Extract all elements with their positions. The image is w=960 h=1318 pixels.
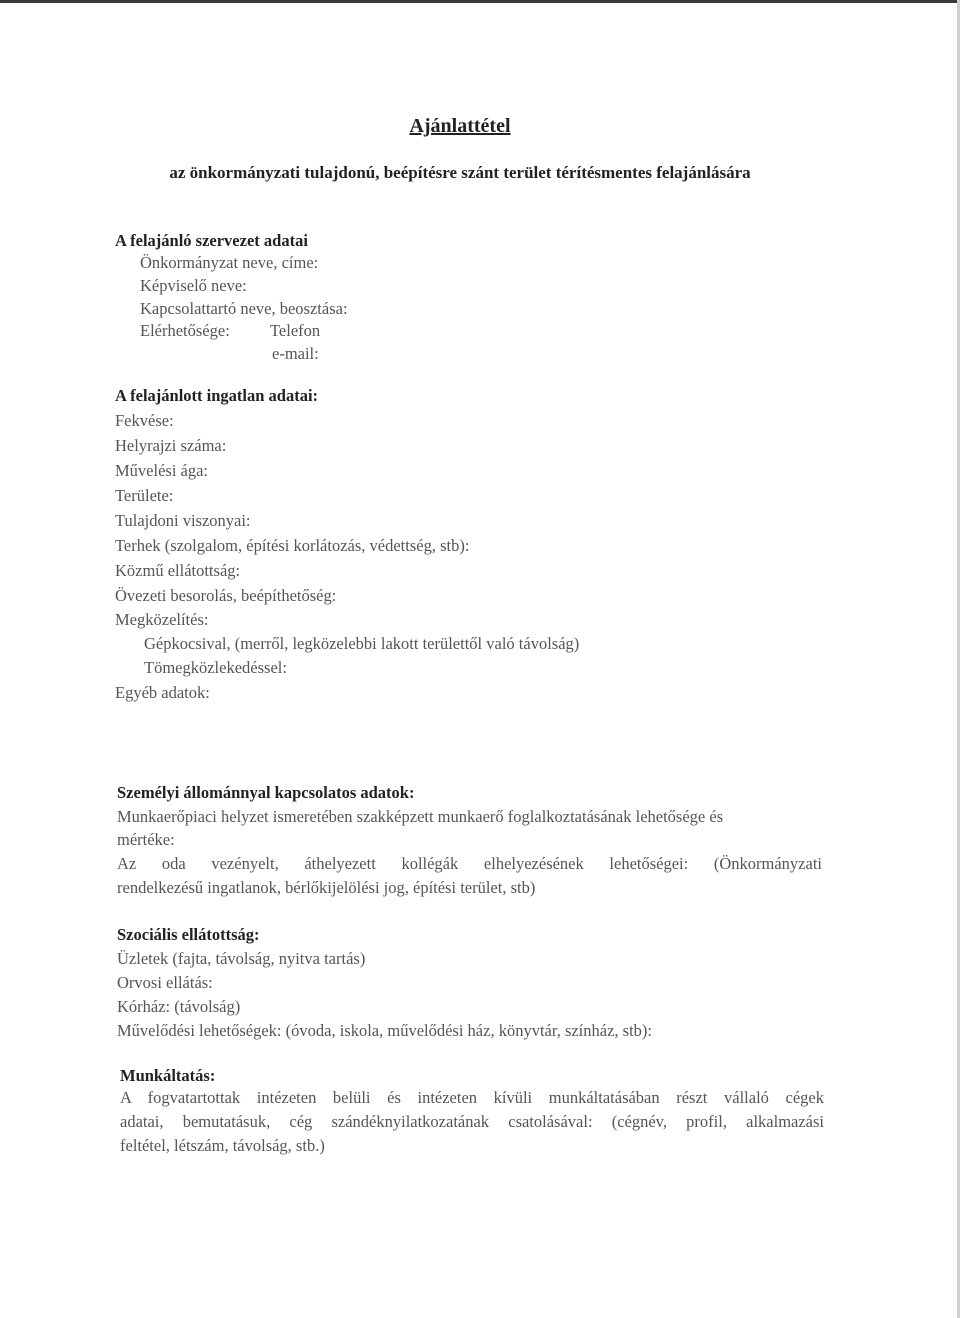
employment-line-1: A fogvatartottak intézeten belüli és intézeten kívüli munkáltatásában részt vállaló cégek — [120, 1088, 824, 1107]
personnel-line-1: Munkaerőpiaci helyzet ismeretében szakképzett munkaerő foglalkoztatásának lehetősége és — [117, 807, 724, 826]
availability-label: Elérhetősége: — [140, 321, 230, 340]
utilities-label: Közmű ellátottság: — [115, 561, 241, 580]
lot-number-label: Helyrajzi száma: — [115, 436, 227, 455]
employment-line-3: feltétel, létszám, távolság, stb.) — [120, 1136, 325, 1155]
email-label: e-mail: — [272, 344, 319, 363]
social-heading: Szociális ellátottság: — [117, 925, 260, 944]
document-title: Ajánlattétel — [409, 115, 511, 137]
other-data-label: Egyéb adatok: — [115, 683, 210, 702]
access-public-transport-label: Tömegközlekedéssel: — [144, 658, 287, 677]
ownership-label: Tulajdoni viszonyai: — [115, 511, 251, 530]
hospital-label: Kórház: (távolság) — [117, 997, 241, 1016]
contact-person-label: Kapcsolattartó neve, beosztása: — [140, 299, 348, 318]
cultivation-label: Művelési ága: — [115, 461, 209, 480]
municipality-name-label: Önkormányzat neve, címe: — [140, 253, 319, 272]
scan-edge-top — [0, 0, 960, 3]
personnel-line-2: mértéke: — [117, 830, 175, 849]
personnel-line-4: rendelkezésű ingatlanok, bérlőkijelölési jog, építési terület, stb) — [117, 878, 536, 897]
representative-name-label: Képviselő neve: — [140, 276, 247, 295]
shops-label: Üzletek (fajta, távolság, nyitva tartás) — [117, 949, 366, 968]
personnel-heading: Személyi állománnyal kapcsolatos adatok: — [117, 783, 415, 802]
phone-label: Telefon — [270, 321, 321, 340]
property-heading: A felajánlott ingatlan adatai: — [115, 386, 319, 405]
encumbrances-label: Terhek (szolgalom, építési korlátozás, védettség, stb): — [115, 536, 470, 555]
property-location-label: Fekvése: — [115, 411, 174, 430]
personnel-line-3: Az oda vezényelt, áthelyezett kollégák elhelyezésének lehetőségei: (Önkormányzati — [117, 854, 822, 873]
culture-label: Művelődési lehetőségek: (óvoda, iskola, művelődési ház, könyvtár, színház, stb): — [117, 1021, 653, 1040]
document-subtitle: az önkormányzati tulajdonú, beépítésre szánt terület térítésmentes felajánlására — [169, 163, 751, 182]
medical-label: Orvosi ellátás: — [117, 973, 213, 992]
zoning-label: Övezeti besorolás, beépíthetőség: — [115, 586, 337, 605]
access-label: Megközelítés: — [115, 610, 209, 629]
area-label: Területe: — [115, 486, 174, 505]
employment-line-2: adatai, bemutatásuk, cég szándéknyilatkozatának csatolásával: (cégnév, profil, alkalmazási — [120, 1112, 824, 1131]
offeror-heading: A felajánló szervezet adatai — [115, 231, 308, 250]
access-by-car-label: Gépkocsival, (merről, legközelebbi lakott területtől való távolság) — [144, 634, 580, 653]
employment-heading: Munkáltatás: — [120, 1066, 216, 1085]
